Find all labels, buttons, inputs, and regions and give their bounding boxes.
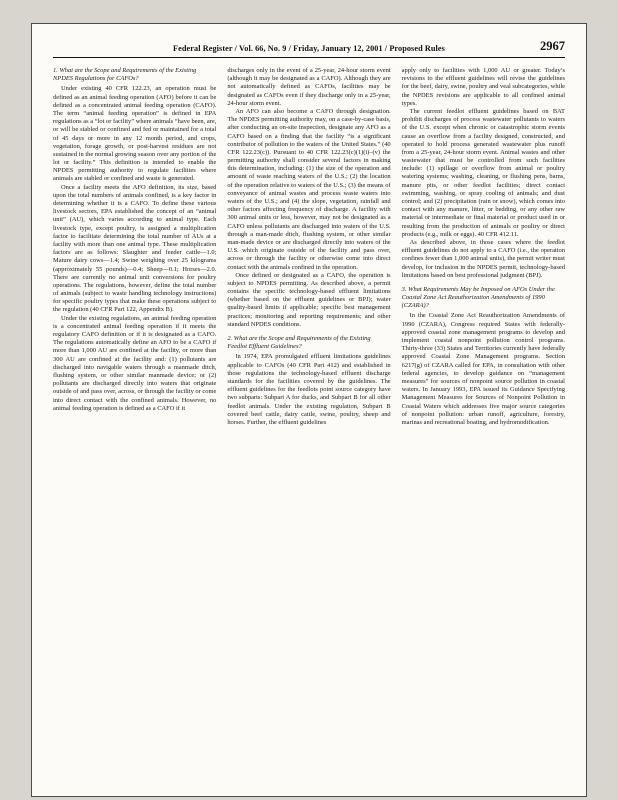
paragraph-continuation: apply only to facilities with 1,000 AU or greater. Today’s revisions to the effluent guidelines will revise the guidelines for the beef, dairy, swine, poultry and veal subcategories, while the NPDES revisions are applicable to all confined animal types. (401, 67, 565, 107)
column-3 (402, 67, 565, 427)
paragraph: Under the existing regulations, an animal feeding operation is a concentrated animal feeding operation if it meets the regulatory CAFO definition or if it is designated as a CAFO. The regulations automatically define an AFO to be a CAFO if more than 1,000 AU are confined at the facility, or more than 300 AU are confined at the facility and: (1) pollutants are discharged into navigable waters through a manmade ditch, flushing system, or other similar manmade device; or (2) pollutants are discharged directly into waters that originate outside of and pass over, across, or through the facility or come into direct contact with the confined animals. However, no animal feeding operation is defined as a CAFO if it (53, 314, 217, 412)
page-number: 2967 (540, 39, 565, 53)
section-heading-czara: 3. What Requirements May be Imposed on AFOs Under the Coastal Zone Act Reauthorization Amendments of 1990 (CZARA)? (401, 285, 555, 310)
section-heading-npdes-scope: 1. What are the Scope and Requirements of the Existing NPDES Regulations for CAFOs? (53, 67, 197, 83)
header-title: Federal Register / Vol. 66, No. 9 / Friday, January 12, 2001 / Proposed Rules (173, 44, 445, 53)
paragraph: An AFO can also become a CAFO through designation. The NPDES permitting authority may, on a case-by-case basis, after conducting an on-site inspection, designate any AFO as a CAFO based on a finding that the facility “is a significant contributor of pollution to the waters of the United States.” (40 CFR 122.23(c)). Pursuant to 40 CFR 122.23(c)(1)(i)–(v) the permitting authority shall consider several factors in making this determination, including: (1) the size of the operation and amount of waste reaching waters of the U.S.; (2) the location of the operation relative to waters of the U.S.; (3) the means of conveyance of animal wastes and process waste waters into waters of the U.S.; and (4) the slope, vegetation, rainfall and other factors affecting frequency of discharge. A facility with 300 animal units or less, however, may not be designated as a CAFO unless pollutants are discharged into waters of the U.S. through a man-made ditch, flushing system, or other similar man-made device or are discharged directly into waters of the U.S. which originate outside of the facility and pass over, across or through the facility or otherwise come into direct contact with the animals confined in the operation. (227, 107, 391, 271)
text-columns (53, 67, 565, 427)
paragraph: In 1974, EPA promulgated effluent limitations guidelines applicable to CAFOs (40 CFR Part 412) and established in those regulations the technology-based effluent discharge standards for the facilities covered by the guidelines. The effluent guidelines for the feedlots point source category have two subparts: Subpart A for ducks, and Subpart B for all other feedlot animals. Under the existing regulation, Subpart B covered beef cattle, dairy cattle, swine, poultry, sheep and horses. Further, the effluent guidelines (227, 353, 391, 426)
column-1 (53, 67, 216, 413)
section-heading-feedlot-guidelines: 2. What are the Scope and Requirements of the Existing Feedlot Effluent Guidelines? (227, 335, 371, 351)
paragraph-continuation: discharges only in the event of a 25-year, 24-hour storm event (although it may be designated as a CAFO). Although they are not automatically defined as CAFOs, facilities may be designated as CAFOs even if they discharge only in a 25-year, 24-hour storm event. (227, 67, 391, 107)
paragraph: As described above, in those cases where the feedlot effluent guidelines do not apply to a CAFO (i.e., the operation confines fewer than 1,000 animal units), the permit writer must develop, for inclusion in the NPDES permit, technology-based limitations based on best professional judgment (BPJ). (401, 238, 565, 279)
paragraph: Once a facility meets the AFO definition, its size, based upon the total numbers of animals confined, is a key factor in determining whether it is a CAFO. To define these various livestock sectors, EPA established the concept of an “animal unit” (AU), which varies according to animal type. Each livestock type, except poultry, is assigned a multiplication factor to facilitate determining the total number of AUs at a facility with more than one animal type. These multiplication factors are as follows: Slaughter and feeder cattle—1.0; Mature dairy cows—1.4; Swine weighing over 25 kilograms (approximately 55 pounds)—0.4; Sheep—0.1; Horses—2.0. There are currently no animal unit conversions for poultry operations. The regulations, however, define the total number of animals (subject to waste handling technology instructions) for specific poultry types that make these operations subject to the regulation (40 CFR Part 122, Appendix B). (53, 183, 217, 314)
document-page (31, 23, 587, 797)
paragraph: In the Coastal Zone Act Reauthorization Amendments of 1990 (CZARA), Congress required States with federally-approved coastal zone management programs to develop and implement coastal nonpoint pollution control programs. Thirty-three (33) States and Territories currently have federally approved Coastal Zone Management programs. Section 6217(g) of CZARA called for EPA, in consultation with other federal agencies, to develop guidance on “management measures” for sources of nonpoint source pollution in coastal waters. In January 1993, EPA issued its Guidance Specifying Management Measures for Sources of Nonpoint Pollution in Coastal Waters which addresses five major source categories of nonpoint pollution: urban runoff, agriculture, forestry, marinas and recreational boating, and hydromodification. (401, 312, 565, 426)
paragraph: The current feedlot effluent guidelines based on BAT prohibit discharges of process wastewater pollutants to waters of the U.S. except when chronic or catastrophic storm events cause an overflow from a facility designed, constructed, and operated to hold process generated wastewater plus runoff from a 25-year, 24-hour storm event. Animal wastes and other wastewater that must be controlled from such facilities include: (1) spillage or overflow from animal or poultry watering systems; washing, cleaning, or flushing pens, barns, manure pits, or other feedlot facilities; direct contact swimming, washing, or spray cooling of animals; and dust control; and (2) precipitation (rain or snow), which comes into contact with any manure, litter, or bedding, or any other raw material or intermediate or final material or product used in or resulting from the production of animals or poultry or direct products (e.g., milk or eggs). 40 CFR 412.11. (401, 107, 565, 238)
paragraph: Under existing 40 CFR 122.23, an operation must be defined as an animal feeding operation (AFO) before it can be defined as a concentrated animal feeding operation (CAFO). The term “animal feeding operation” is defined in EPA regulations as a “lot or facility” where animals “have been, are, or will be stabled or confined and fed or maintained for a total of 45 days or more in any 12 month period, and crops, vegetation, forage growth, or post-harvest residues are not sustained in the normal growing season over any portion of the lot or facility.” This definition is intended to enable the NPDES permitting authority to regulate facilities where animals are stabled or confined and waste is generated. (53, 85, 217, 183)
paragraph: Once defined or designated as a CAFO, the operation is subject to NPDES permitting. As described above, a permit contains the specific technology-based effluent limitations (whether based on the effluent guidelines or BPJ); water quality-based limits if applicable; specific best management practices; monitoring and reporting requirements; and other standard NPDES conditions. (227, 271, 391, 328)
page-header (53, 38, 565, 58)
column-2 (227, 67, 390, 427)
